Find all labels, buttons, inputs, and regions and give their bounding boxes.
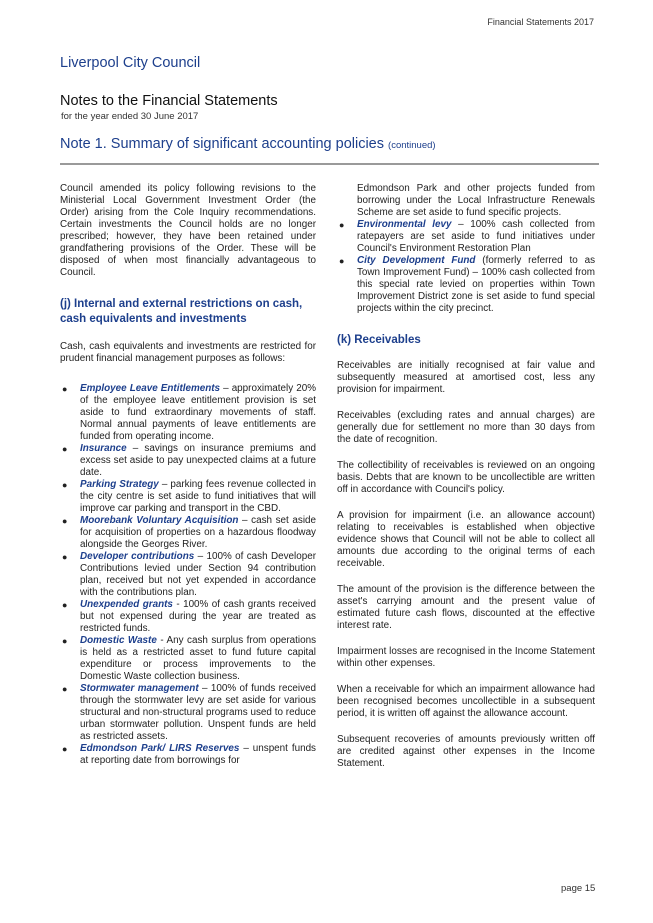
list-item	[60, 383, 316, 443]
notes-subtitle: for the year ended 30 June 2017	[61, 111, 199, 122]
item-text: – 100% cash collected from ratepayers are set aside to fund initiatives under Council's Environment Restoration Plan	[357, 219, 595, 254]
bullet-icon: ●	[62, 516, 68, 526]
bullet-icon: ●	[62, 444, 68, 454]
receivables-paragraph: Impairment losses are recognised in the Income Statement within other expenses.	[337, 646, 595, 669]
list-item	[337, 255, 595, 315]
list-item	[60, 683, 316, 743]
item-text: – parking fees revenue collected in the city centre is set aside to fund initiatives that will improve car parking and transport in the CBD.	[80, 479, 316, 514]
bullet-icon: ●	[62, 636, 68, 646]
item-text: - 100% of cash grants received but not expensed during the year are treated as restricted funds.	[80, 599, 316, 634]
bullet-icon: ●	[62, 384, 68, 394]
bullet-icon: ●	[339, 220, 345, 230]
receivables-paragraph: The collectibility of receivables is reviewed on an ongoing basis. Debts that are known to be uncollectible are written off in accordance with Council's policy.	[337, 460, 595, 495]
item-keyword: City Development Fund	[357, 255, 476, 266]
list-item	[60, 599, 316, 635]
document-header: Financial Statements 2017	[487, 17, 594, 27]
receivables-paragraph: When a receivable for which an impairment allowance had been recognised becomes uncollectible in a subsequent period, it is written off against the allowance account.	[337, 684, 595, 719]
item-keyword: Parking Strategy	[80, 479, 159, 490]
item-keyword: Domestic Waste	[80, 635, 157, 646]
notes-title: Notes to the Financial Statements	[60, 93, 278, 109]
restrictions-list-continued	[337, 219, 595, 315]
receivables-paragraph: A provision for impairment (i.e. an allowance account) relating to receivables is established when objective evidence shows that Council will not be able to collect all amounts due according to the original terms of each receivable.	[337, 510, 595, 569]
item-keyword: Moorebank Voluntary Acquisition	[80, 515, 239, 526]
item-keyword: Unexpended grants	[80, 599, 173, 610]
section-k-heading: (k) Receivables	[337, 334, 421, 346]
note-heading	[60, 136, 436, 152]
continued-paragraph: Edmondson Park and other projects funded from borrowing under the Local Infrastructure Renewals Scheme are set aside to fund specific projects.	[357, 183, 595, 218]
bullet-icon: ●	[62, 744, 68, 754]
restrictions-list	[60, 383, 316, 767]
right-column	[337, 183, 595, 770]
item-keyword: Developer contributions	[80, 551, 195, 562]
bullet-icon: ●	[62, 600, 68, 610]
list-item	[60, 635, 316, 683]
continued-label: (continued)	[388, 140, 436, 151]
section-j-paragraph: Cash, cash equivalents and investments are restricted for prudent financial management purposes as follows:	[60, 341, 316, 364]
item-keyword: Employee Leave Entitlements	[80, 383, 221, 394]
receivables-paragraph: Subsequent recoveries of amounts previously written off are credited against other expenses in the Income Statement.	[337, 734, 595, 769]
heading-divider	[60, 163, 599, 165]
council-name: Liverpool City Council	[60, 55, 201, 71]
page-number: page 15	[561, 883, 596, 894]
list-item	[60, 443, 316, 479]
item-text: – 100% of cash Developer Contributions levied under Section 94 contribution plan, received but not yet expended in accordance with the contributions plan.	[80, 551, 316, 598]
item-text: (formerly referred to as Town Improvement Fund) – 100% cash collected from this special rate levied on properties within Town Improvement District zone is set aside to fund special projects within the city precinct.	[357, 255, 596, 314]
item-text: – cash set aside for acquisition of properties on a hazardous floodway alongside the Georges River.	[80, 515, 316, 550]
receivables-paragraph: Receivables (excluding rates and annual charges) are generally due for settlement no more than 30 days from the date of recognition.	[337, 410, 595, 445]
section-j-heading: (j) Internal and external restrictions on cash, cash equivalents and investments	[60, 298, 303, 325]
bullet-icon: ●	[339, 256, 345, 266]
receivables-paragraph: The amount of the provision is the difference between the asset's carrying amount and the present value of estimated future cash flows, discounted at the effective interest rate.	[337, 584, 595, 631]
item-keyword: Insurance	[80, 443, 127, 454]
left-column	[60, 183, 316, 767]
list-item	[60, 743, 316, 767]
list-item	[60, 515, 316, 551]
intro-paragraph: Council amended its policy following revisions to the Ministerial Local Government Investment Order (the Order) arising from the Cole Inquiry recommendations. Certain investments the Council holds are no longer prescribed; however, they have been retained under grandfathering provisions of the Order. These will be disposed of when most financially advantageous to Council.	[60, 183, 316, 278]
item-text: – 100% of funds received through the stormwater levy are set aside for various structural and non-structural programs used to reduce urban stormwater pollution. Unspent funds are held as restricted assets.	[80, 683, 316, 742]
item-keyword: Stormwater management	[80, 683, 199, 694]
list-item	[60, 479, 316, 515]
item-text: - Any cash surplus from operations is held as a restricted asset to fund future capital expenditure or process improvements to the Domestic Waste collection business.	[80, 635, 317, 682]
item-text: – approximately 20% of the employee leave entitlement provision is set aside to fund extraordinary movements of staff. Normal annual payments of leave entitlements are funded from operating income.	[80, 383, 316, 442]
bullet-icon: ●	[62, 480, 68, 490]
note-heading-text: Note 1. Summary of significant accounting policies	[60, 136, 384, 152]
bullet-icon: ●	[62, 684, 68, 694]
item-text: – savings on insurance premiums and excess set aside to pay unexpected claims at a future date.	[80, 443, 316, 478]
list-item	[60, 551, 316, 599]
item-keyword: Edmondson Park/ LIRS Reserves	[80, 743, 240, 754]
list-item	[337, 219, 595, 255]
item-keyword: Environmental levy	[357, 219, 452, 230]
bullet-icon: ●	[62, 552, 68, 562]
item-text: – unspent funds at reporting date from borrowings for	[80, 743, 316, 766]
receivables-paragraph: Receivables are initially recognised at fair value and subsequently measured at amortised cost, less any provision for impairment.	[337, 360, 595, 395]
